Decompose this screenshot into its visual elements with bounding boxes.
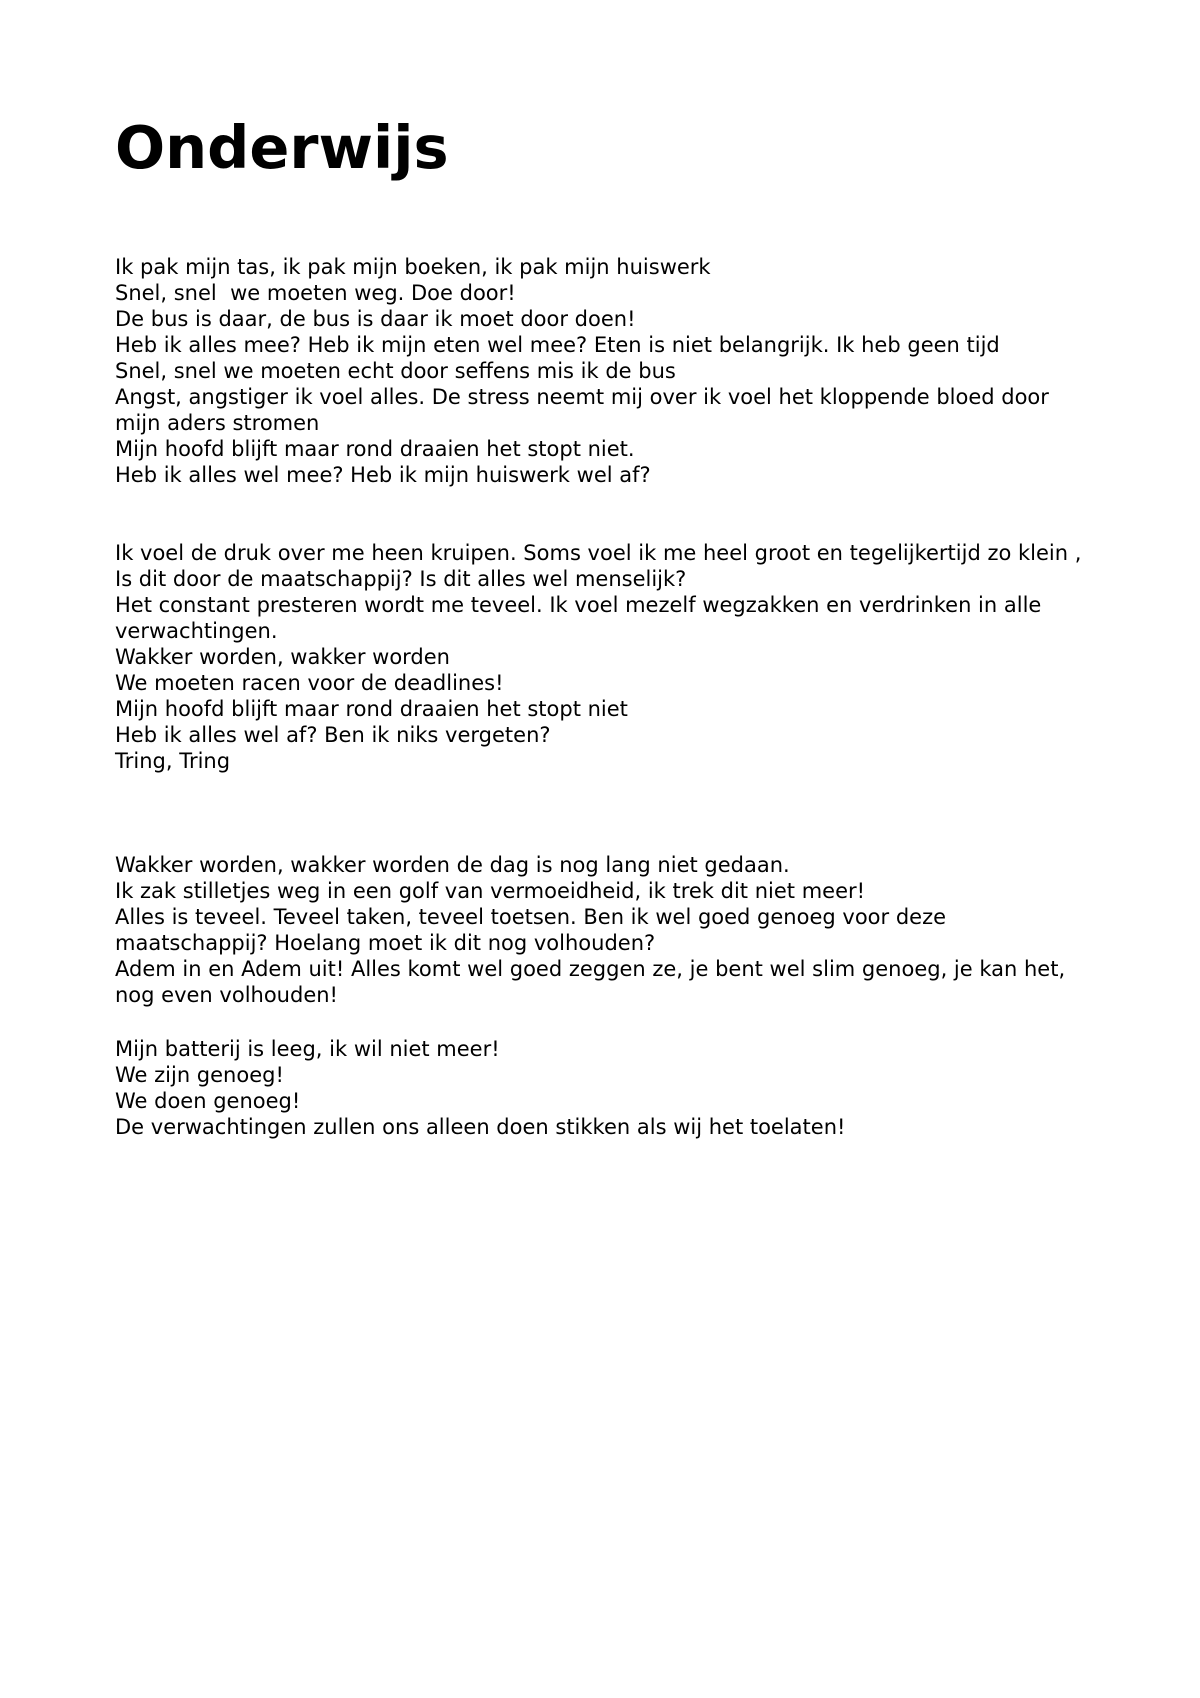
poem-line: Ik voel de druk over me heen kruipen. Soms voel ik me heel groot en tegelijkertijd zo klein ,: [115, 541, 1082, 565]
poem-line: Ik zak stilletjes weg in een golf van vermoeidheid, ik trek dit niet meer!: [115, 879, 866, 903]
poem-line: Adem in en Adem uit! Alles komt wel goed zeggen ze, je bent wel slim genoeg, je kan het, nog even volhouden!: [115, 957, 1072, 1007]
poem-line: Snel, snel we moeten echt door seffens mis ik de bus: [115, 359, 676, 383]
document-title: Onderwijs: [115, 113, 449, 182]
poem-line: De verwachtingen zullen ons alleen doen stikken als wij het toelaten!: [115, 1115, 846, 1139]
poem-line: Heb ik alles wel af? Ben ik niks vergeten?: [115, 723, 551, 747]
stanza-1: [115, 254, 1100, 488]
poem-line: Ik pak mijn tas, ik pak mijn boeken, ik pak mijn huiswerk: [115, 255, 711, 279]
poem-line: Snel, snel we moeten weg. Doe door!: [115, 281, 516, 305]
poem-line: Mijn hoofd blijft maar rond draaien het stopt niet.: [115, 437, 635, 461]
poem-line: Het constant presteren wordt me teveel. Ik voel mezelf wegzakken en verdrinken in alle verwachtingen.: [115, 593, 1049, 643]
stanza-3: [115, 852, 1100, 1008]
poem-line: We moeten racen voor de deadlines!: [115, 671, 504, 695]
poem-line: Heb ik alles mee? Heb ik mijn eten wel mee? Eten is niet belangrijk. Ik heb geen tijd: [115, 333, 1000, 357]
poem-line: Angst, angstiger ik voel alles. De stress neemt mij over ik voel het kloppende bloed door mijn aders stromen: [115, 385, 1056, 435]
poem-line: Alles is teveel. Teveel taken, teveel toetsen. Ben ik wel goed genoeg voor deze maatschappij? Hoelang moet ik dit nog volhouden?: [115, 905, 953, 955]
poem-line: Wakker worden, wakker worden: [115, 645, 450, 669]
poem-line: We doen genoeg!: [115, 1089, 301, 1113]
poem-line: Tring, Tring: [115, 749, 231, 773]
poem-line: Is dit door de maatschappij? Is dit alles wel menselijk?: [115, 567, 687, 591]
poem-line: We zijn genoeg!: [115, 1063, 284, 1087]
poem-line: Wakker worden, wakker worden de dag is nog lang niet gedaan.: [115, 853, 790, 877]
poem-line: De bus is daar, de bus is daar ik moet door doen!: [115, 307, 636, 331]
stanza-2: [115, 540, 1100, 774]
poem-line: Mijn hoofd blijft maar rond draaien het stopt niet: [115, 697, 628, 721]
poem-line: Mijn batterij is leeg, ik wil niet meer!: [115, 1037, 500, 1061]
stanza-4: [115, 1036, 1100, 1140]
poem-line: Heb ik alles wel mee? Heb ik mijn huiswerk wel af?: [115, 463, 651, 487]
